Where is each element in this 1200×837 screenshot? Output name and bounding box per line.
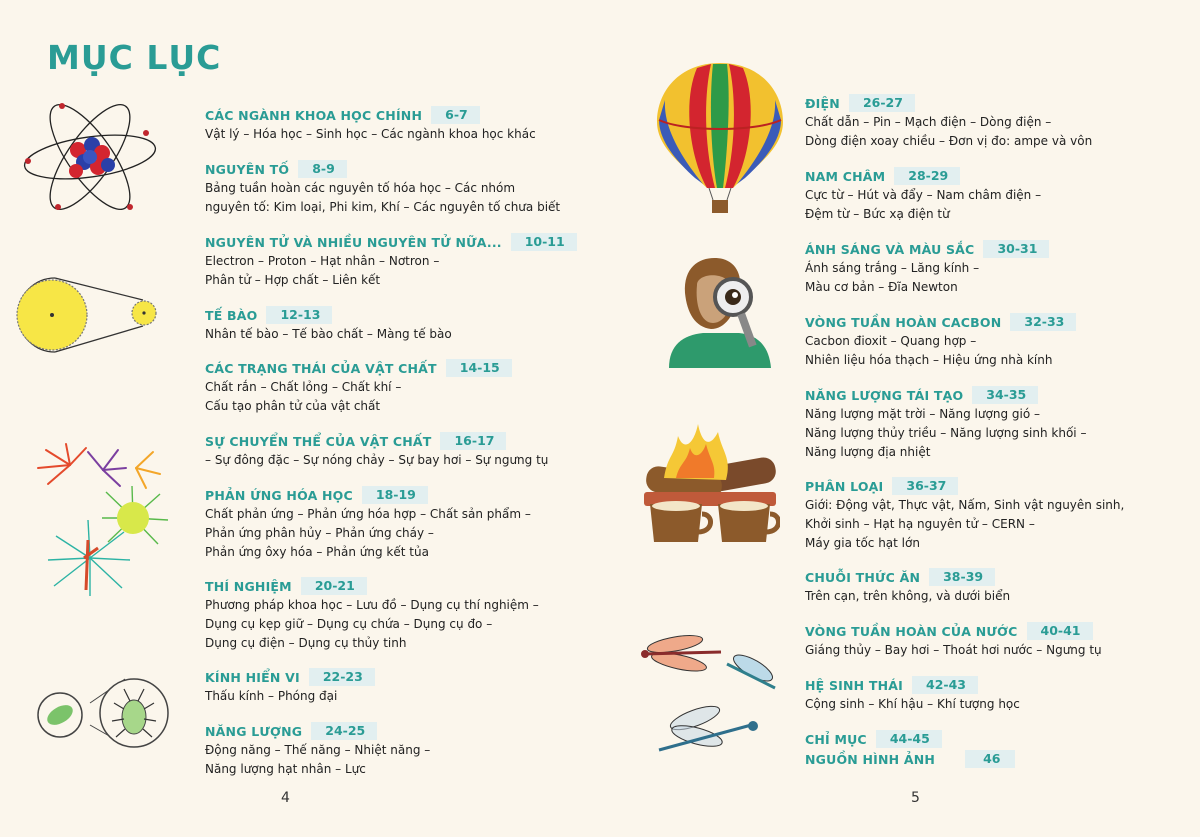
entry-desc: Electron – Proton – Hạt nhân – Nơtron – bbox=[205, 254, 440, 268]
entry-pages: 34-35 bbox=[972, 386, 1038, 404]
toc-entry[interactable] bbox=[205, 105, 536, 144]
entry-desc: Năng lượng mặt trời – Năng lượng gió – bbox=[805, 407, 1040, 421]
entry-desc: Phản ứng phân hủy – Phản ứng cháy – bbox=[205, 526, 434, 540]
hot-air-balloon-icon bbox=[655, 60, 785, 218]
entry-pages: 14-15 bbox=[446, 359, 512, 377]
entry-desc: Cấu tạo phân tử của vật chất bbox=[205, 399, 381, 413]
magnifier-person-icon bbox=[665, 253, 775, 368]
entry-title: VÒNG TUẦN HOÀN CACBON bbox=[805, 314, 1002, 330]
entry-desc: Chất dẫn – Pin – Mạch điện – Dòng điện – bbox=[805, 115, 1052, 129]
toc-entry[interactable] bbox=[805, 239, 1049, 297]
entry-title: VÒNG TUẦN HOÀN CỦA NƯỚC bbox=[805, 623, 1018, 639]
entry-title: SỰ CHUYỂN THỂ CỦA VẬT CHẤT bbox=[205, 433, 432, 449]
toc-entry[interactable] bbox=[805, 621, 1102, 660]
entry-pages: 24-25 bbox=[311, 722, 377, 740]
entry-desc: Màu cơ bản – Đĩa Newton bbox=[805, 280, 958, 294]
toc-entry[interactable] bbox=[205, 667, 375, 706]
page-number-right: 5 bbox=[911, 790, 920, 806]
entry-desc: Máy gia tốc hạt lớn bbox=[805, 536, 920, 550]
entry-desc: Phản ứng ôxy hóa – Phản ứng kết tủa bbox=[205, 545, 429, 559]
toc-entry[interactable] bbox=[205, 305, 452, 344]
toc-entry[interactable] bbox=[805, 166, 1041, 224]
entry-pages: 40-41 bbox=[1027, 622, 1093, 640]
entry-desc: Động năng – Thế năng – Nhiệt năng – bbox=[205, 743, 431, 757]
dragonflies-icon bbox=[635, 628, 780, 756]
entry-title: ĐIỆN bbox=[805, 95, 840, 111]
entry-pages: 22-23 bbox=[309, 668, 375, 686]
entry-pages: 30-31 bbox=[983, 240, 1049, 258]
entry-desc: Cộng sinh – Khí hậu – Khí tượng học bbox=[805, 697, 1020, 711]
entry-desc: Dòng điện xoay chiều – Đơn vị đo: ampe và vôn bbox=[805, 134, 1093, 148]
entry-desc: Cacbon đioxit – Quang hợp – bbox=[805, 334, 977, 348]
toc-entry[interactable] bbox=[805, 476, 1124, 553]
entry-desc: Năng lượng thủy triều – Năng lượng sinh khối – bbox=[805, 426, 1087, 440]
entry-pages: 32-33 bbox=[1010, 313, 1076, 331]
toc-entry[interactable] bbox=[205, 431, 548, 470]
entry-pages: 42-43 bbox=[912, 676, 978, 694]
toc-entry[interactable] bbox=[205, 232, 577, 290]
entry-pages: 44-45 bbox=[876, 730, 942, 748]
toc-entry[interactable] bbox=[205, 358, 512, 416]
entry-desc: Phân tử – Hợp chất – Liên kết bbox=[205, 273, 381, 287]
page-title: MỤC LỤC bbox=[47, 38, 222, 77]
entry-title: THÍ NGHIỆM bbox=[205, 578, 292, 594]
microscope-aphid-icon bbox=[30, 675, 170, 750]
entry-pages: 12-13 bbox=[266, 306, 332, 324]
entry-desc: Ánh sáng trắng – Lăng kính – bbox=[805, 261, 980, 275]
entry-title: PHÂN LOẠI bbox=[805, 478, 884, 494]
entry-title: NGUYÊN TỐ bbox=[205, 161, 290, 177]
entry-title: CÁC NGÀNH KHOA HỌC CHÍNH bbox=[205, 107, 423, 123]
entry-title: ÁNH SÁNG VÀ MÀU SẮC bbox=[805, 241, 975, 257]
entry-pages: 8-9 bbox=[298, 160, 347, 178]
entry-title: CHỈ MỤC bbox=[805, 731, 867, 747]
entry-title: NĂNG LƯỢNG bbox=[205, 723, 303, 739]
entry-desc: Năng lượng hạt nhân – Lực bbox=[205, 762, 366, 776]
entry-desc: Trên cạn, trên không, và dưới biển bbox=[805, 589, 1011, 603]
toc-entry[interactable] bbox=[805, 729, 942, 749]
entry-pages: 6-7 bbox=[431, 106, 480, 124]
entry-title: PHẢN ỨNG HÓA HỌC bbox=[205, 487, 353, 503]
entry-pages: 46 bbox=[965, 750, 1014, 768]
fireworks-icon bbox=[28, 440, 178, 600]
entry-title: HỆ SINH THÁI bbox=[805, 677, 903, 693]
entry-pages: 36-37 bbox=[892, 477, 958, 495]
toc-entry[interactable] bbox=[805, 749, 1015, 769]
entry-title: KÍNH HIỂN VI bbox=[205, 669, 300, 685]
toc-entry[interactable] bbox=[805, 567, 1010, 606]
entry-desc: Nhân tế bào – Tế bào chất – Màng tế bào bbox=[205, 327, 452, 341]
toc-entry[interactable] bbox=[805, 93, 1092, 151]
entry-title: NGUYÊN TỬ VÀ NHIỀU NGUYÊN TỬ NỮA... bbox=[205, 234, 502, 250]
pulley-icon bbox=[10, 270, 160, 360]
entry-desc: Khởi sinh – Hạt hạ nguyên tử – CERN – bbox=[805, 517, 1035, 531]
entry-desc: Phương pháp khoa học – Lưu đồ – Dụng cụ thí nghiệm – bbox=[205, 598, 539, 612]
entry-desc: – Sự đông đặc – Sự nóng chảy – Sự bay hơi – Sự ngưng tụ bbox=[205, 453, 549, 467]
entry-desc: Dụng cụ kẹp giữ – Dụng cụ chứa – Dụng cụ đo – bbox=[205, 617, 493, 631]
entry-pages: 20-21 bbox=[301, 577, 367, 595]
entry-title: TẾ BÀO bbox=[205, 307, 258, 323]
toc-entry[interactable] bbox=[205, 576, 539, 653]
toc-entry[interactable] bbox=[205, 721, 430, 779]
entry-desc: Năng lượng địa nhiệt bbox=[805, 445, 931, 459]
campfire-cocoa-icon bbox=[640, 418, 780, 546]
entry-desc: Nhiên liệu hóa thạch – Hiệu ứng nhà kính bbox=[805, 353, 1053, 367]
entry-desc: Chất phản ứng – Phản ứng hóa hợp – Chất sản phẩm – bbox=[205, 507, 531, 521]
toc-entry[interactable] bbox=[805, 385, 1086, 462]
entry-title: NAM CHÂM bbox=[805, 168, 886, 184]
toc-entry[interactable] bbox=[805, 312, 1076, 370]
entry-pages: 16-17 bbox=[440, 432, 506, 450]
entry-desc: Thấu kính – Phóng đại bbox=[205, 689, 338, 703]
entry-pages: 38-39 bbox=[929, 568, 995, 586]
entry-title: NĂNG LƯỢNG TÁI TẠO bbox=[805, 387, 964, 403]
entry-desc: Đệm từ – Bức xạ điện từ bbox=[805, 207, 950, 221]
page-number-left: 4 bbox=[281, 790, 290, 806]
entry-desc: Dụng cụ điện – Dụng cụ thủy tinh bbox=[205, 636, 407, 650]
atom-icon bbox=[20, 95, 160, 220]
entry-desc: Giáng thủy – Bay hơi – Thoát hơi nước – Ngưng tụ bbox=[805, 643, 1102, 657]
entry-desc: Cực từ – Hút và đẩy – Nam châm điện – bbox=[805, 188, 1042, 202]
entry-desc: Chất rắn – Chất lỏng – Chất khí – bbox=[205, 380, 402, 394]
entry-pages: 18-19 bbox=[362, 486, 428, 504]
entry-desc: nguyên tố: Kim loại, Phi kim, Khí – Các nguyên tố chưa biết bbox=[205, 200, 561, 214]
entry-desc: Giới: Động vật, Thực vật, Nấm, Sinh vật nguyên sinh, bbox=[805, 498, 1125, 512]
entry-desc: Vật lý – Hóa học – Sinh học – Các ngành khoa học khác bbox=[205, 127, 536, 141]
entry-title: CÁC TRẠNG THÁI CỦA VẬT CHẤT bbox=[205, 360, 437, 376]
entry-title: NGUỒN HÌNH ẢNH bbox=[805, 751, 936, 767]
entry-desc: Bảng tuần hoàn các nguyên tố hóa học – Các nhóm bbox=[205, 181, 516, 195]
entry-title: CHUỖI THỨC ĂN bbox=[805, 569, 921, 585]
entry-pages: 10-11 bbox=[511, 233, 577, 251]
entry-pages: 28-29 bbox=[894, 167, 960, 185]
entry-pages: 26-27 bbox=[849, 94, 915, 112]
toc-entry[interactable] bbox=[205, 485, 531, 562]
toc-entry[interactable] bbox=[205, 159, 560, 217]
toc-entry[interactable] bbox=[805, 675, 1020, 714]
